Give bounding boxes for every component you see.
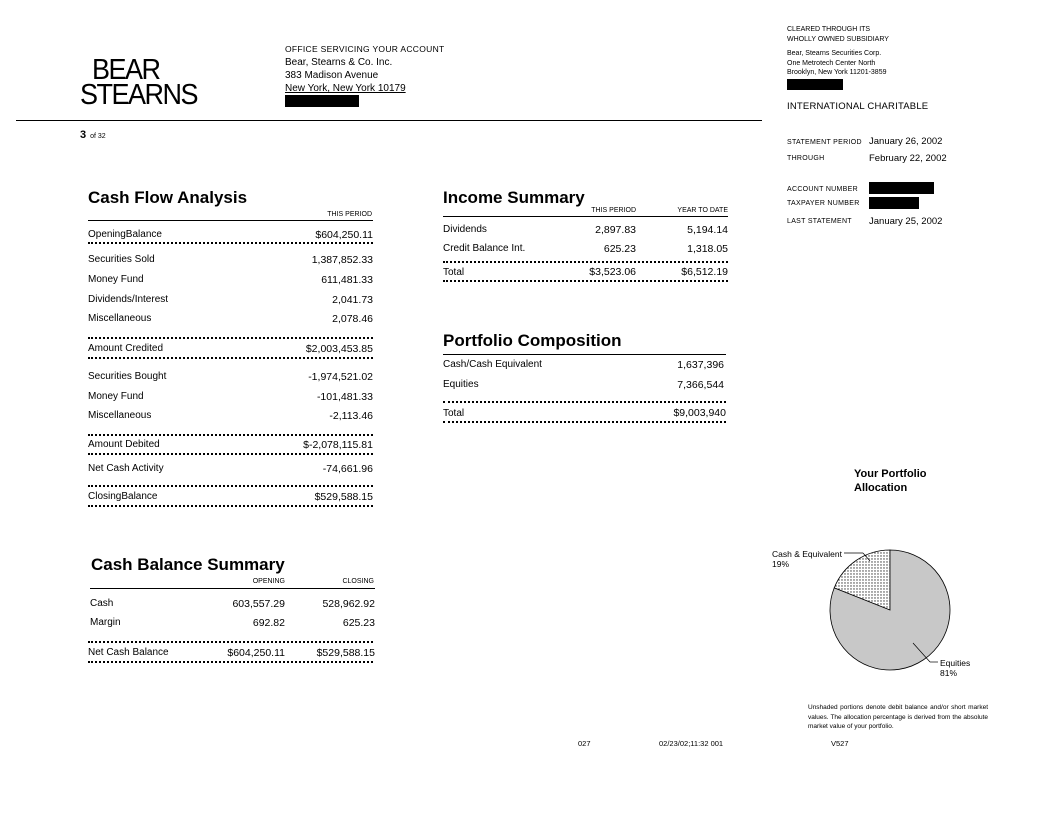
pie-label-cash [772,549,842,569]
portfolio-row-value: 7,366,544 [677,379,724,391]
pie-label-cash-pct: 19% [772,559,790,569]
divider [88,661,373,663]
statement-period-label: STATEMENT PERIOD [787,139,862,146]
income-total-ytd: $6,512.19 [681,266,728,278]
allocation-title-line2: Allocation [854,482,908,494]
redaction-block [869,197,919,209]
allocation-title [854,467,927,495]
divider [88,641,373,643]
divider [88,357,373,359]
account-holder-name: INTERNATIONAL CHARITABLE [787,101,929,112]
cleared-line2: WHOLLY OWNED SUBSIDIARY [787,35,889,43]
redaction-block [787,79,843,90]
net-cash-activity-value: -74,661.96 [322,463,373,475]
page-of: of 32 [90,133,106,140]
office-city: New York, New York 10179 [285,83,406,94]
income-col-this-period: THIS PERIOD [591,207,636,214]
footer-code: 027 [578,739,591,748]
cash-balance-row-closing: 625.23 [342,617,375,629]
divider [90,588,375,589]
header-divider [16,120,762,121]
cash-balance-col-closing: CLOSING [342,578,374,585]
logo-line1: BEAR [92,53,160,86]
allocation-note: Unshaded portions denote debit balance and/or short market values. The allocation percentage is derived from the absolute market value of your portfolio. [808,704,988,730]
cash-flow-col-header: THIS PERIOD [327,211,372,218]
divider [443,216,728,217]
income-row-period: 625.23 [603,243,636,255]
net-cash-activity-label: Net Cash Activity [88,463,164,474]
divider [88,434,373,436]
cleared-line1: CLEARED THROUGH ITS [787,26,871,33]
amount-debited-value: $-2,078,115.81 [303,439,373,451]
income-row-ytd: 5,194.14 [687,224,728,236]
logo-line2: STEARNS [80,78,198,111]
pie-label-equities-pct: 81% [940,668,958,678]
income-summary-title: Income Summary [443,188,585,207]
divider [443,421,726,423]
amount-credited-value: $2,003,453.85 [305,343,373,355]
cash-flow-title: Cash Flow Analysis [88,188,248,207]
debit-label: Securities Bought [88,371,167,382]
divider [88,505,373,507]
credit-value: 1,387,852.33 [311,254,373,266]
net-cash-balance-closing: $529,588.15 [316,647,375,659]
income-row-label: Dividends [443,224,487,235]
divider [88,485,373,487]
credit-label: Dividends/Interest [88,294,169,305]
clearing-info [787,25,889,93]
account-number-label: ACCOUNT NUMBER [787,186,858,193]
divider [443,261,728,263]
credit-label: Securities Sold [88,254,155,265]
debit-value: -101,481.33 [316,391,373,403]
credit-value: 2,078.46 [332,313,373,325]
debit-label: Miscellaneous [88,410,152,421]
cash-balance-row-label: Margin [90,617,121,628]
footer-code: V527 [831,739,849,748]
income-row-period: 2,897.83 [595,224,636,236]
page-number: 3 [80,129,87,141]
income-total-label: Total [443,267,465,278]
closing-balance-value: $529,588.15 [314,491,373,503]
pie-label-equities-name: Equities [940,658,971,668]
through-label: THROUGH [787,155,825,162]
debit-label: Money Fund [88,391,144,402]
income-row-ytd: 1,318.05 [687,243,728,255]
clearing-city: Brooklyn, New York 11201-3859 [787,69,887,76]
pie-label-equities [940,658,970,678]
pie-label-cash-name: Cash & Equivalent [772,549,842,559]
cash-balance-row-closing: 528,962.92 [322,598,375,610]
portfolio-composition-title: Portfolio Composition [443,331,622,350]
divider [88,453,373,455]
office-name: Bear, Stearns & Co. Inc. [285,57,393,68]
footer-timestamp: 02/23/02;11:32 001 [659,739,724,748]
net-cash-balance-label: Net Cash Balance [88,647,169,658]
divider [443,401,726,403]
portfolio-total-value: $9,003,940 [673,407,726,419]
portfolio-row-label: Equities [443,379,479,390]
cash-balance-title: Cash Balance Summary [91,555,285,574]
allocation-title-line1: Your Portfolio [854,468,927,480]
statement-period-from: January 26, 2002 [869,136,943,147]
amount-debited-label: Amount Debited [88,439,160,450]
cash-balance-row-opening: 603,557.29 [232,598,285,610]
credit-value: 611,481.33 [321,274,373,286]
last-statement-value: January 25, 2002 [869,216,943,227]
portfolio-row-value: 1,637,396 [677,359,724,371]
clearing-name: Bear, Stearns Securities Corp. [787,50,882,57]
cash-balance-row-label: Cash [90,598,114,609]
redaction-block [285,95,359,107]
page-indicator [80,129,106,141]
statement-period-to: February 22, 2002 [869,153,947,164]
last-statement-label: LAST STATEMENT [787,218,852,225]
debit-value: -1,974,521.02 [308,371,373,383]
debit-value: -2,113.46 [329,410,373,422]
credit-label: Money Fund [88,274,144,285]
divider [88,242,373,244]
redaction-block [869,182,934,194]
bear-stearns-logo [80,53,198,111]
credit-value: 2,041.73 [332,294,373,306]
opening-balance-value: $604,250.11 [315,229,373,241]
income-total-period: $3,523.06 [589,266,636,278]
clearing-street: One Metrotech Center North [787,59,876,67]
cash-balance-row-opening: 692.82 [252,617,285,629]
divider [443,354,726,355]
office-address [285,43,445,111]
income-row-label: Credit Balance Int. [443,243,526,254]
portfolio-total-label: Total [443,408,465,419]
divider [88,220,373,221]
amount-credited-label: Amount Credited [88,343,164,354]
net-cash-balance-opening: $604,250.11 [227,647,285,659]
divider [443,280,728,282]
opening-balance-label: OpeningBalance [88,229,162,240]
divider [88,337,373,339]
office-title: OFFICE SERVICING YOUR ACCOUNT [285,44,445,54]
office-street: 383 Madison Avenue [285,70,379,81]
income-col-ytd: YEAR TO DATE [677,207,728,214]
cash-balance-col-opening: OPENING [252,578,285,585]
closing-balance-label: ClosingBalance [88,491,158,502]
taxpayer-number-label: TAXPAYER NUMBER [787,200,860,207]
credit-label: Miscellaneous [88,313,152,324]
portfolio-row-label: Cash/Cash Equivalent [443,359,542,370]
